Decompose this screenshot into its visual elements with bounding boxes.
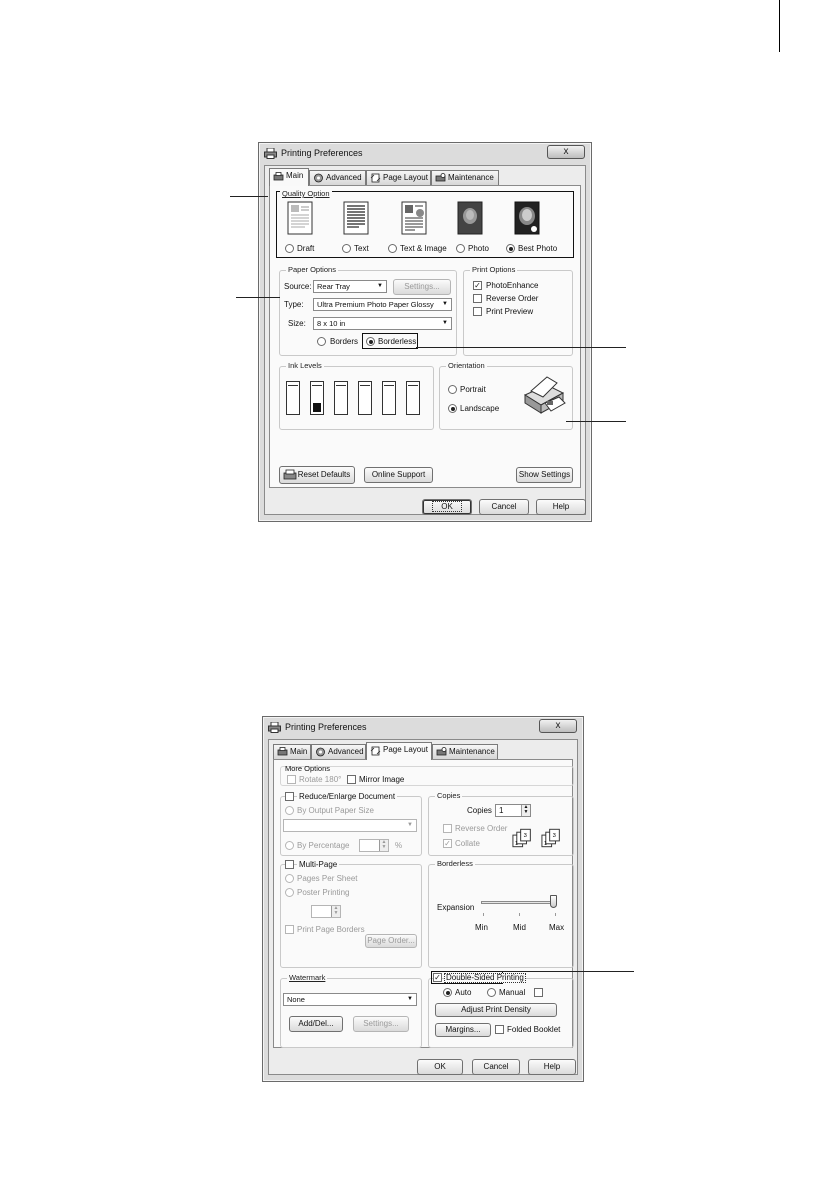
main-tab-icon: [273, 172, 284, 182]
printer-icon: [268, 722, 281, 733]
text-radio[interactable]: [342, 244, 351, 253]
help-button[interactable]: Help: [528, 1059, 576, 1075]
callout-borderless: [416, 347, 626, 348]
spinner-arrows-icon: ▲ ▼: [379, 840, 388, 851]
poster-printing-label: Poster Printing: [297, 888, 350, 897]
borderless-group: [428, 859, 574, 968]
slider-tick-min: [483, 913, 484, 916]
text-label: Text: [354, 244, 369, 253]
callout-quality: [230, 196, 268, 197]
svg-text:1: 1: [514, 840, 519, 847]
dialog-client: [264, 165, 586, 515]
dialog-client: [268, 739, 578, 1075]
portrait-radio[interactable]: [448, 385, 457, 394]
pages-per-sheet-radio[interactable]: [285, 874, 294, 883]
printing-preferences-window-main: [258, 142, 592, 522]
spinner-arrows-icon: ▲ ▼: [331, 906, 340, 917]
print-page-borders-checkbox[interactable]: [285, 925, 294, 934]
chevron-down-icon: ▼: [407, 822, 413, 828]
duplex-manual-label: Manual: [499, 988, 526, 997]
best-photo-quality-icon: [514, 201, 540, 235]
reverse-order-checkbox[interactable]: [473, 294, 482, 303]
landscape-radio[interactable]: [448, 404, 457, 413]
watermark-settings-button[interactable]: Settings...: [353, 1016, 409, 1032]
print-preview-checkbox[interactable]: [473, 307, 482, 316]
mirror-image-checkbox[interactable]: [347, 775, 356, 784]
best-photo-radio[interactable]: [506, 244, 515, 253]
print-page-borders-label: Print Page Borders: [297, 925, 365, 934]
double-sided-label: Double-Sided Printing: [446, 973, 524, 982]
cancel-button[interactable]: Cancel: [479, 499, 529, 515]
reset-icon: [283, 469, 297, 481]
chevron-down-icon: ▼: [442, 301, 448, 307]
ink-cartridge: [334, 381, 348, 415]
ink-levels-group: [279, 361, 434, 430]
orientation-label: Orientation: [448, 361, 485, 370]
title-bar[interactable]: [263, 717, 583, 739]
close-button[interactable]: x: [547, 145, 585, 159]
svg-text:1: 1: [543, 840, 548, 847]
ok-button[interactable]: OK: [417, 1059, 463, 1075]
printing-preferences-window-layout: [262, 716, 584, 1082]
paper-options-group: [279, 265, 457, 356]
type-select[interactable]: Ultra Premium Photo Paper Glossy ▼: [313, 298, 452, 311]
mid-label: Mid: [513, 923, 526, 932]
size-label: Size:: [288, 319, 306, 328]
ink-cartridge: [406, 381, 420, 415]
ink-cartridge-cap: [312, 383, 322, 386]
folded-booklet-checkbox[interactable]: [495, 1025, 504, 1034]
advanced-tab-icon: [313, 173, 324, 183]
min-label: Min: [475, 923, 488, 932]
draft-quality-icon: [287, 201, 313, 235]
ink-levels-label: Ink Levels: [288, 361, 322, 370]
copies-spinner[interactable]: 1 ▲ ▼: [495, 804, 531, 817]
slider-tick-max: [555, 913, 556, 916]
tab-advanced[interactable]: Advanced: [311, 744, 366, 759]
landscape-label: Landscape: [460, 404, 500, 413]
print-options-group: [463, 265, 573, 356]
duplex-auto-label: Auto: [455, 988, 472, 997]
maintenance-tab-icon: [435, 173, 446, 183]
print-preview-label: Print Preview: [486, 307, 534, 316]
quality-option-label: Quality Option: [282, 189, 330, 198]
callout-paper: [236, 297, 280, 298]
rotate-label: Rotate 180°: [299, 775, 342, 784]
main-tab-icon: [277, 747, 288, 757]
draft-label: Draft: [297, 244, 315, 253]
reduce-enlarge-checkbox[interactable]: [285, 792, 294, 801]
output-paper-size-label: By Output Paper Size: [297, 806, 374, 815]
more-options-group: [280, 766, 574, 786]
max-label: Max: [549, 923, 565, 932]
draft-radio[interactable]: [285, 244, 294, 253]
reduce-enlarge-label: Reduce/Enlarge Document: [299, 792, 396, 801]
multi-page-group: [280, 860, 422, 968]
ink-level-fill: [313, 403, 321, 412]
chevron-down-icon: ▼: [407, 996, 413, 1002]
ink-cartridge: [382, 381, 396, 415]
borders-radio[interactable]: [317, 337, 326, 346]
spinner-arrows-icon: ▲ ▼: [521, 805, 530, 816]
collate-label: Collate: [455, 839, 480, 848]
page-margin-rule: [779, 0, 780, 52]
pages-per-sheet-label: Pages Per Sheet: [297, 874, 358, 883]
main-tab-panel: [269, 185, 581, 488]
orientation-group: [439, 361, 573, 430]
svg-text:3: 3: [523, 833, 527, 840]
text-image-radio[interactable]: [388, 244, 397, 253]
double-sided-group: [428, 973, 574, 1048]
print-options-label: Print Options: [472, 265, 516, 274]
text-quality-icon: [343, 201, 369, 235]
source-select[interactable]: Rear Tray ▼: [313, 280, 387, 293]
output-paper-size-radio[interactable]: [285, 806, 294, 815]
expansion-label: Expansion: [437, 903, 475, 912]
chevron-down-icon: ▼: [377, 283, 383, 289]
collate-pages-icon: [511, 827, 569, 849]
watermark-label: Watermark: [289, 973, 326, 982]
svg-text:3: 3: [552, 833, 556, 840]
tab-main[interactable]: Main: [273, 744, 311, 759]
source-label: Source:: [284, 282, 312, 291]
online-support-button[interactable]: Online Support: [364, 467, 433, 483]
title-bar[interactable]: [259, 143, 591, 165]
ink-cartridge-cap: [360, 383, 370, 386]
cancel-button[interactable]: Cancel: [472, 1059, 520, 1075]
tab-page-layout[interactable]: Page Layout: [366, 742, 432, 760]
printer-icon: [264, 148, 277, 159]
multi-page-spinner[interactable]: [311, 905, 341, 918]
copies-reverse-order-label: Reverse Order: [455, 824, 508, 833]
expansion-slider-thumb[interactable]: [550, 895, 557, 908]
size-select[interactable]: 8 x 10 in ▼: [313, 317, 452, 330]
multi-page-checkbox[interactable]: [285, 860, 294, 869]
more-options-label: More Options: [285, 764, 331, 773]
photo-enhance-checkbox[interactable]: ✓: [474, 281, 481, 290]
watermark-select[interactable]: None ▼: [283, 993, 417, 1006]
percentage-spinner[interactable]: [359, 839, 389, 852]
photo-radio[interactable]: [456, 244, 465, 253]
best-photo-label: Best Photo: [518, 244, 558, 253]
callout-orientation: [566, 421, 626, 422]
duplex-manual-radio[interactable]: [487, 988, 496, 997]
multi-page-label: Multi-Page: [299, 860, 338, 869]
by-percentage-radio[interactable]: [285, 841, 294, 850]
page-layout-tab-panel: [273, 759, 573, 1048]
borderless-label: Borderless: [378, 337, 417, 346]
reset-defaults-button[interactable]: Reset Defaults: [279, 466, 355, 484]
callout-double-sided: [500, 971, 634, 972]
poster-printing-radio[interactable]: [285, 888, 294, 897]
tab-advanced[interactable]: Advanced: [309, 170, 366, 185]
watermark-group: [280, 973, 422, 1048]
window-title: Printing Preferences: [285, 722, 367, 732]
photo-enhance-label: PhotoEnhance: [486, 281, 539, 290]
ink-cartridge-cap: [336, 383, 346, 386]
type-label: Type:: [284, 300, 304, 309]
borders-label: Borders: [330, 337, 359, 346]
copies-group-label: Copies: [437, 791, 461, 800]
by-percentage-label: By Percentage: [297, 841, 350, 850]
rotate-checkbox[interactable]: [287, 775, 296, 784]
help-button[interactable]: Help: [536, 499, 586, 515]
show-settings-button[interactable]: Show Settings: [516, 467, 573, 483]
margins-button[interactable]: Margins...: [435, 1023, 491, 1037]
photo-label: Photo: [468, 244, 489, 253]
borderless-radio[interactable]: [366, 337, 375, 346]
photo-quality-icon: [457, 201, 483, 235]
page-layout-tab-icon: [370, 746, 381, 756]
maintenance-tab-icon: [436, 747, 447, 757]
slider-tick-mid: [519, 913, 520, 916]
folded-booklet-label: Folded Booklet: [507, 1025, 561, 1034]
add-del-button[interactable]: Add/Del...: [289, 1016, 343, 1032]
portrait-label: Portrait: [460, 385, 486, 394]
mirror-image-label: Mirror Image: [359, 775, 405, 784]
duplex-auto-radio[interactable]: [443, 988, 452, 997]
ink-cartridge-cap: [408, 383, 418, 386]
ink-cartridge: [310, 381, 324, 415]
ink-cartridge: [358, 381, 372, 415]
tab-maintenance[interactable]: Maintenance: [432, 744, 498, 759]
borderless-group-label: Borderless: [437, 859, 473, 868]
tab-main[interactable]: Main: [269, 168, 309, 186]
paper-settings-button[interactable]: Settings...: [393, 279, 451, 295]
copies-group: [428, 791, 574, 856]
reverse-order-label: Reverse Order: [486, 294, 539, 303]
manual-info-checkbox[interactable]: [534, 988, 543, 997]
page-layout-tab-icon: [370, 173, 381, 183]
collate-checkbox[interactable]: ✓: [444, 839, 451, 848]
expansion-slider-track[interactable]: [481, 901, 557, 904]
copies-label: Copies: [467, 806, 492, 815]
close-button[interactable]: x: [539, 719, 577, 733]
reduce-enlarge-group: [280, 792, 422, 856]
printer-landscape-icon: [516, 373, 568, 419]
ok-button[interactable]: OK: [422, 499, 472, 515]
percent-unit: %: [395, 841, 403, 850]
text-image-label: Text & Image: [400, 244, 447, 253]
copies-reverse-order-checkbox[interactable]: [443, 824, 452, 833]
output-paper-size-select[interactable]: [283, 819, 417, 832]
ink-cartridge: [286, 381, 300, 415]
adjust-print-density-button[interactable]: Adjust Print Density: [435, 1003, 557, 1017]
double-sided-checkbox[interactable]: ✓: [434, 973, 441, 982]
tab-page-layout[interactable]: Page Layout: [366, 170, 431, 185]
tab-maintenance[interactable]: Maintenance: [431, 170, 499, 185]
ink-cartridge-cap: [288, 383, 298, 386]
advanced-tab-icon: [315, 747, 326, 757]
window-title: Printing Preferences: [281, 148, 363, 158]
ink-cartridge-cap: [384, 383, 394, 386]
page-order-button[interactable]: Page Order...: [365, 934, 417, 948]
chevron-down-icon: ▼: [442, 320, 448, 326]
text-image-quality-icon: [401, 201, 427, 235]
paper-options-label: Paper Options: [288, 265, 336, 274]
